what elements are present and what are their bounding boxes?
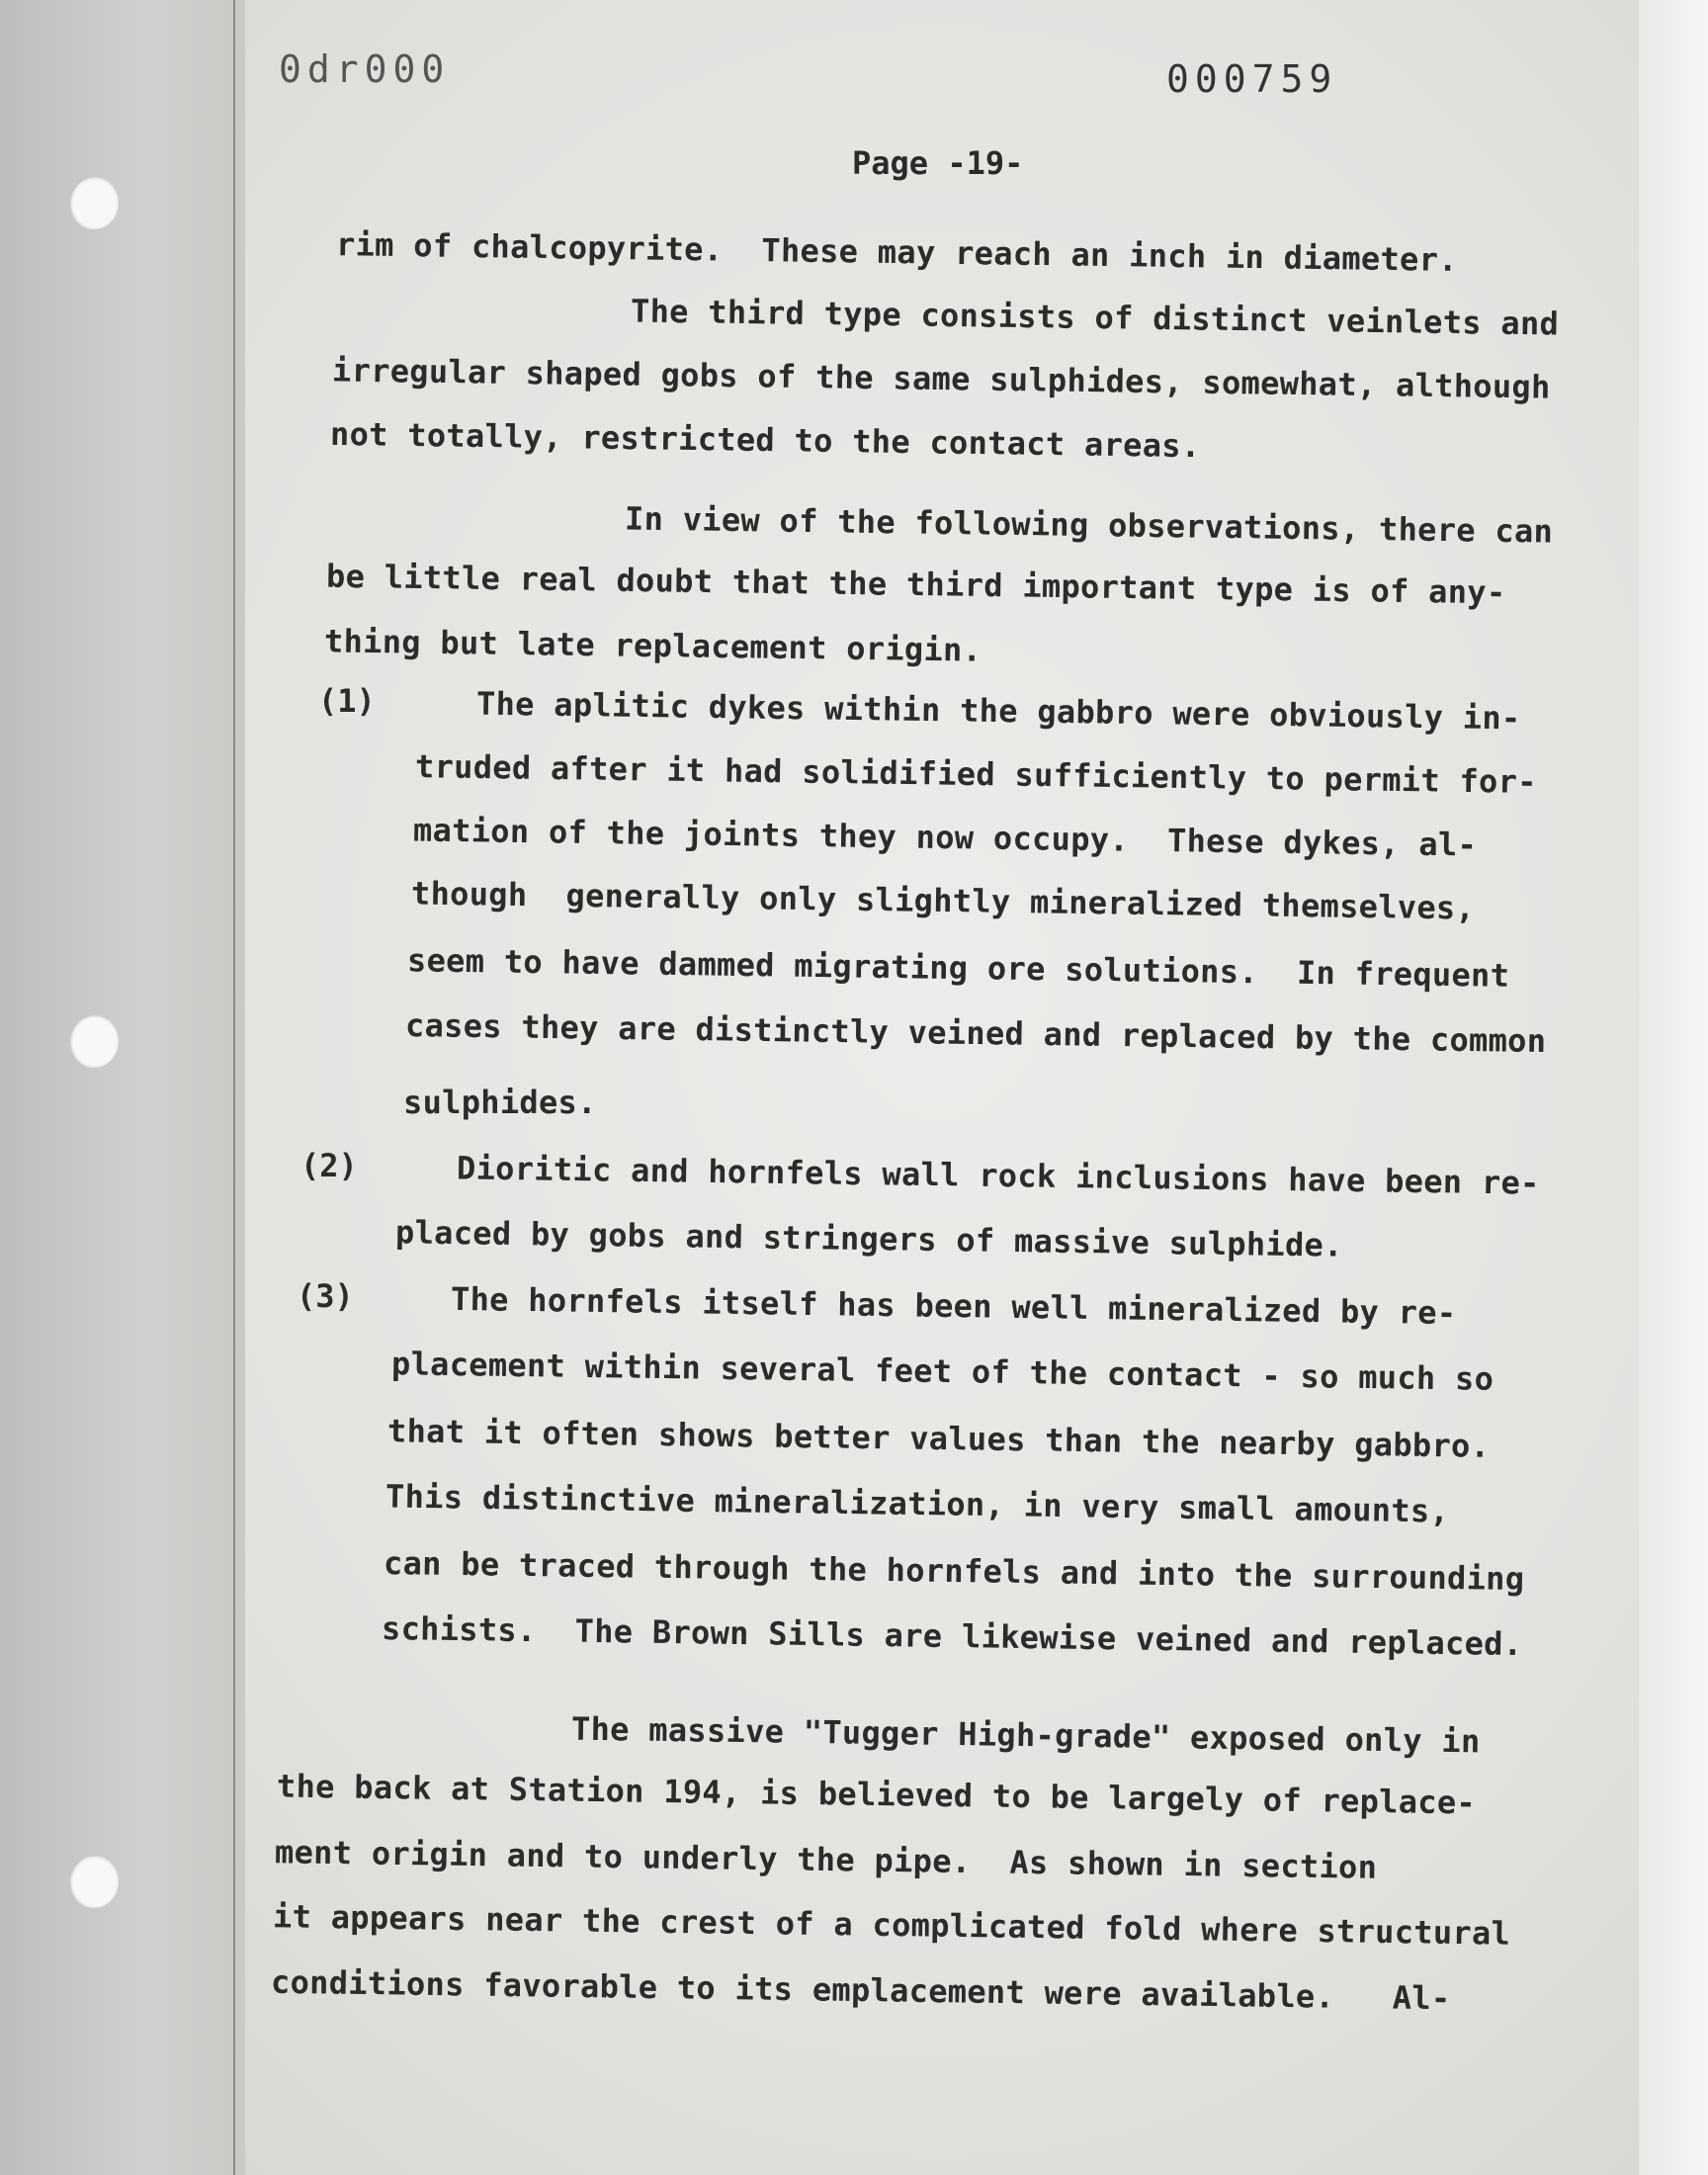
document-stamp-left: 0dr000 [279, 47, 451, 91]
list-number: (3) [297, 1277, 354, 1315]
text-line: ment origin and to underly the pipe. As shown in section [274, 1833, 1378, 1886]
list-item-line: seem to have dammed migrating ore solutions. In frequent [406, 941, 1510, 995]
list-item-line: truded after it had solidified sufficiently to permit for- [414, 747, 1538, 801]
text-line: not totally, restricted to the contact areas. [329, 414, 1201, 466]
list-item-line: cases they are distinctly veined and replaced by the common [404, 1005, 1547, 1061]
text-line: In view of the following observations, there can [624, 499, 1554, 551]
list-item-line: can be traced through the hornfels and into the surrounding [383, 1543, 1525, 1599]
list-item-line: that it often shows better values than the nearby gabbro. [386, 1412, 1491, 1465]
text-line: rim of chalcopyrite. These may reach an inch in diameter. [335, 225, 1459, 279]
list-item-line: Dioritic and hornfels wall rock inclusions have been re- [456, 1149, 1540, 1202]
text-line: thing but late replacement origin. [323, 622, 982, 669]
text-line: The massive "Tugger High-grade" exposed only in [570, 1709, 1481, 1761]
list-item-line: mation of the joints they now occupy. These dykes, al- [412, 811, 1478, 864]
list-item-line: This distinctive mineralization, in very small amounts, [384, 1477, 1450, 1530]
margin-rule [233, 0, 235, 2175]
page-number: Page -19- [852, 144, 1024, 182]
list-item-line: schists. The Brown Sills are likewise veined and replaced. [381, 1609, 1523, 1664]
scan-edge [1639, 0, 1708, 2175]
text-line: The third type consists of distinct veinlets and [630, 292, 1560, 343]
list-item-line: The aplitic dykes within the gabbro were obviously in- [475, 684, 1521, 738]
punch-hole-icon [69, 1014, 119, 1068]
text-line: it appears near the crest of a complicated fold where structural [272, 1897, 1511, 1953]
list-item-line: though generally only slightly mineralized themselves, [410, 874, 1476, 927]
list-number: (1) [318, 682, 376, 720]
text-line: irregular shaped gobs of the same sulphides, somewhat, although [331, 351, 1551, 406]
list-item-line: sulphides. [403, 1084, 597, 1121]
list-item-line: placed by gobs and stringers of massive sulphide. [394, 1213, 1343, 1264]
document-stamp-right: 000759 [1166, 57, 1338, 101]
punch-hole-icon [69, 1855, 119, 1908]
list-number: (2) [300, 1147, 358, 1184]
list-item-line: placement within several feet of the contact - so much so [390, 1345, 1494, 1398]
text-line: the back at Station 194, is believed to be largely of replace- [276, 1767, 1477, 1822]
scan-margin [0, 0, 245, 2175]
punch-hole-icon [69, 176, 119, 229]
list-item-line: The hornfels itself has been well mineralized by re- [450, 1279, 1457, 1333]
text-line: be little real doubt that the third important type is of any- [325, 557, 1506, 612]
text-line: conditions favorable to its emplacement were available. Al- [270, 1962, 1451, 2018]
